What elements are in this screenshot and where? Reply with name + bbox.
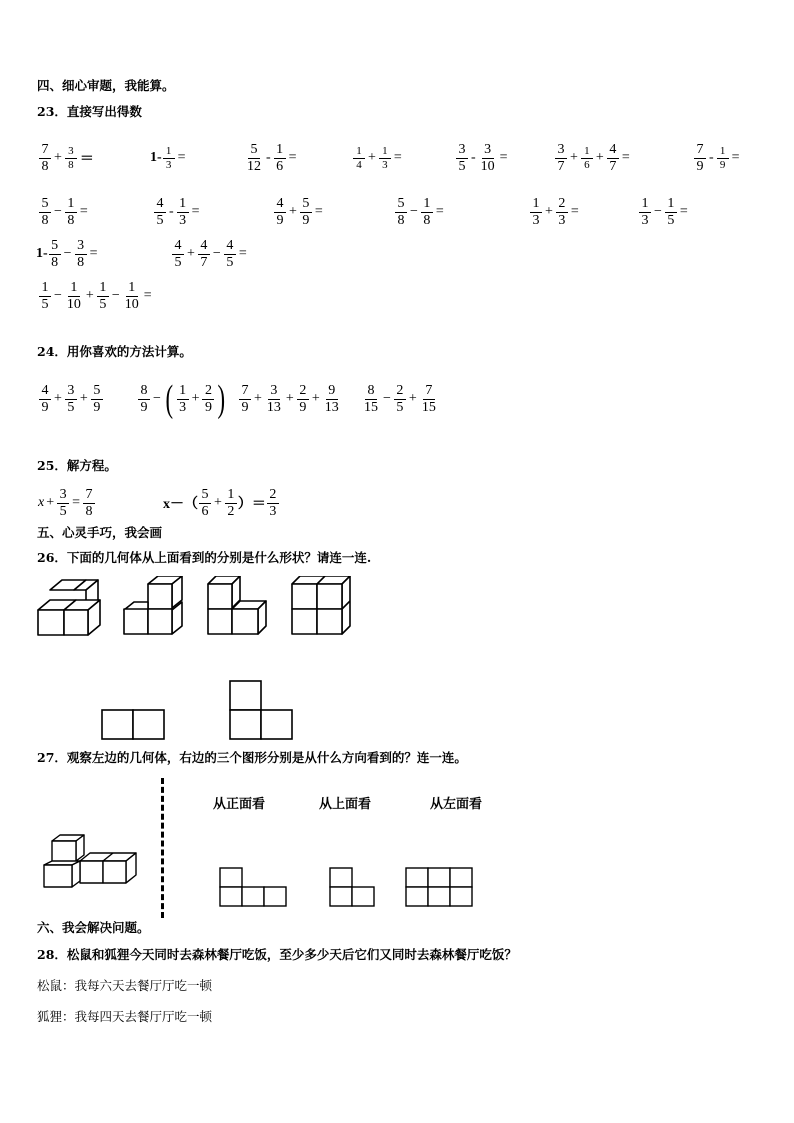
- fraction: $\frac{4}{5}$: [224, 238, 236, 271]
- fraction: $\frac{2}{9}$: [202, 383, 214, 416]
- q23-row-2: [0, 190, 794, 234]
- fraction: $\frac{2}{3}$: [267, 487, 279, 520]
- fraction: $\frac{5}{6}$: [199, 487, 211, 520]
- fraction: $\frac{4}{9}$: [39, 383, 51, 416]
- fraction: $\frac{1}{8}$: [65, 196, 77, 229]
- q23-r1-e6: $\frac{3}{7}$ + $\frac{1}{6}$ + $\frac{4}{7}$ =: [554, 136, 632, 180]
- view-shape-3: [406, 868, 472, 906]
- q24-e2: $\frac{8}{9}$ − ( $\frac{1}{3}$ + $\frac{2}{9}$ ): [137, 377, 228, 421]
- section-4-title: 四、细心审题，我能算。: [37, 78, 175, 93]
- q27-solid-figure: [42, 833, 142, 893]
- fraction: $\frac{1}{8}$: [421, 196, 433, 229]
- q23-r2-e1: $\frac{5}{8}$ − $\frac{1}{8}$ =: [38, 190, 90, 234]
- fraction: $\frac{4}{9}$: [274, 196, 286, 229]
- fraction: $\frac{1}{4}$: [353, 145, 365, 172]
- q25-e1: x + $\frac{3}{5}$ = $\frac{7}{8}$: [38, 481, 96, 525]
- fraction: $\frac{1}{10}$: [66, 279, 81, 312]
- q23-r1-e1: $\frac{7}{8}$ + $\frac{3}{8}$ ＝: [38, 136, 96, 180]
- q26-title: 26．下面的几何体从上面看到的分别是什么形状？请连一连.: [37, 550, 372, 565]
- q23-r2-e2: $\frac{4}{5}$ - $\frac{1}{3}$ =: [153, 190, 202, 234]
- q24-e4: $\frac{8}{15}$ − $\frac{2}{5}$ + $\frac{7}{15}$: [364, 382, 436, 415]
- fraction: $\frac{1}{9}$: [717, 145, 729, 172]
- fraction: $\frac{5}{8}$: [49, 238, 61, 271]
- fraction: $\frac{1}{3}$: [379, 145, 391, 172]
- divider-dashed-line: [161, 778, 164, 918]
- top-view-2: [230, 681, 292, 739]
- fraction: $\frac{7}{8}$: [83, 487, 95, 520]
- q23-row-1: [0, 136, 794, 180]
- fraction: $\frac{5}{9}$: [91, 383, 103, 416]
- fraction: $\frac{1}{10}$: [124, 279, 139, 312]
- q23-r2-e4: $\frac{5}{8}$ − $\frac{1}{8}$ =: [394, 190, 446, 234]
- q27-view-shapes: [216, 866, 478, 910]
- solid-4: [292, 576, 350, 634]
- fraction: $\frac{2}{9}$: [297, 383, 309, 416]
- fraction: $\frac{3}{5}$: [65, 383, 77, 416]
- solid-1: [38, 580, 100, 635]
- fraction: $\frac{8}{9}$: [138, 383, 150, 416]
- view-shape-1: [220, 868, 286, 906]
- fraction: $\frac{1}{2}$: [225, 487, 237, 520]
- q26-solids-figure: [36, 576, 356, 638]
- fraction: $\frac{5}{8}$: [39, 196, 51, 229]
- solid-2: [124, 576, 182, 634]
- q27-title: 27．观察左边的几何体，右边的三个图形分别是从什么方向看到的？连一连。: [37, 750, 467, 765]
- top-view-1: [102, 710, 164, 739]
- fraction: $\frac{4}{7}$: [607, 142, 619, 175]
- view-label-top: 从上面看: [319, 797, 372, 812]
- q25-title: 25．解方程。: [37, 458, 117, 473]
- fraction: $\frac{3}{5}$: [57, 487, 69, 520]
- q23-r1-e2: 1- $\frac{1}{3}$ =: [150, 144, 186, 171]
- fraction: $\frac{1}{5}$: [665, 196, 677, 229]
- fraction: $\frac{4}{5}$: [154, 196, 166, 229]
- q24-title: 24．用你喜欢的方法计算。: [37, 344, 192, 359]
- q24-row: [0, 377, 794, 421]
- q23-r2-e3: $\frac{4}{9}$ + $\frac{5}{9}$ =: [273, 190, 325, 234]
- q23-r1-e7: $\frac{7}{9}$ - $\frac{1}{9}$ =: [693, 136, 742, 180]
- fraction: $\frac{5}{9}$: [300, 196, 312, 229]
- q28-fox-line: 狐狸：我每四天去餐厅厅吃一顿: [37, 1009, 213, 1024]
- q23-r3-e2: $\frac{4}{5}$ + $\frac{4}{7}$ − $\frac{4}{5}$ =: [171, 232, 249, 276]
- q23-r1-e3: $\frac{5}{12}$ - $\frac{1}{6}$ =: [247, 141, 297, 174]
- fraction: $\frac{1}{5}$: [39, 280, 51, 313]
- q23-r2-e6: $\frac{1}{3}$ − $\frac{1}{5}$ =: [638, 190, 690, 234]
- fraction: $\frac{4}{5}$: [172, 238, 184, 271]
- q26-top-views: [100, 679, 300, 743]
- fraction: $\frac{4}{7}$: [198, 238, 210, 271]
- fraction: $\frac{7}{9}$: [239, 383, 251, 416]
- q23-title: 23．直接写出得数: [37, 104, 142, 119]
- q23-r1-e4: $\frac{1}{4}$ + $\frac{1}{3}$ =: [352, 136, 404, 180]
- fraction: $\frac{7}{8}$: [39, 142, 51, 175]
- section-5-title: 五、心灵手巧，我会画: [37, 525, 163, 540]
- solid-3: [208, 576, 266, 634]
- fraction: $\frac{3}{8}$: [75, 238, 87, 271]
- fraction: $\frac{3}{13}$: [266, 382, 281, 415]
- fraction: $\frac{1}{5}$: [97, 280, 109, 313]
- fraction: $\frac{8}{15}$: [364, 382, 378, 415]
- q28-title: 28．松鼠和狐狸今天同时去森林餐厅吃饭，至少多少天后它们又同时去森林餐厅吃饭？: [37, 947, 517, 962]
- fraction: $\frac{3}{7}$: [555, 142, 567, 175]
- view-label-front: 从正面看: [213, 797, 266, 812]
- fraction: $\frac{3}{10}$: [480, 141, 495, 174]
- q25-row: [0, 481, 794, 525]
- q23-r2-e5: $\frac{1}{3}$ + $\frac{2}{3}$ =: [529, 190, 581, 234]
- q28-squirrel-line: 松鼠：我每六天去餐厅厅吃一顿: [37, 978, 213, 993]
- q23-row-3: [0, 232, 794, 276]
- view-label-left: 从左面看: [430, 797, 483, 812]
- fraction: $\frac{7}{9}$: [694, 142, 706, 175]
- fraction: $\frac{5}{8}$: [395, 196, 407, 229]
- fraction: $\frac{1}{6}$: [581, 145, 593, 172]
- section-6-title: 六、我会解决问题。: [37, 920, 150, 935]
- fraction: $\frac{1}{6}$: [274, 142, 286, 175]
- fraction: $\frac{1}{3}$: [177, 196, 189, 229]
- fraction: $\frac{1}{3}$: [163, 145, 175, 172]
- q25-e2: x－（ $\frac{5}{6}$ + $\frac{1}{2}$ ）＝ $\frac{2}{3}$: [163, 481, 280, 525]
- fraction: $\frac{3}{5}$: [456, 142, 468, 175]
- q23-r3-e1: 1- $\frac{5}{8}$ − $\frac{3}{8}$ =: [36, 237, 98, 270]
- fraction: $\frac{9}{13}$: [324, 382, 339, 415]
- q23-row-4: [0, 274, 794, 318]
- q23-r1-e5: $\frac{3}{5}$ - $\frac{3}{10}$ =: [455, 136, 510, 180]
- q23-r4-e1: $\frac{1}{5}$ − $\frac{1}{10}$ + $\frac{1}{5}$ − $\frac{1}{10}$ =: [38, 274, 154, 318]
- fraction: $\frac{2}{5}$: [394, 383, 406, 416]
- fraction: $\frac{2}{3}$: [556, 196, 568, 229]
- q24-e3: $\frac{7}{9}$ + $\frac{3}{13}$ + $\frac{2}{9}$ + $\frac{9}{13}$: [238, 377, 342, 421]
- fraction: $\frac{1}{3}$: [639, 196, 651, 229]
- fraction: $\frac{5}{12}$: [247, 141, 261, 174]
- fraction: $\frac{1}{3}$: [177, 383, 189, 416]
- fraction: $\frac{1}{3}$: [530, 196, 542, 229]
- q24-e1: $\frac{4}{9}$ + $\frac{3}{5}$ + $\frac{5}{9}$: [38, 377, 104, 421]
- fraction: $\frac{3}{8}$: [65, 145, 77, 172]
- view-shape-2: [330, 868, 374, 906]
- fraction: $\frac{7}{15}$: [421, 382, 436, 415]
